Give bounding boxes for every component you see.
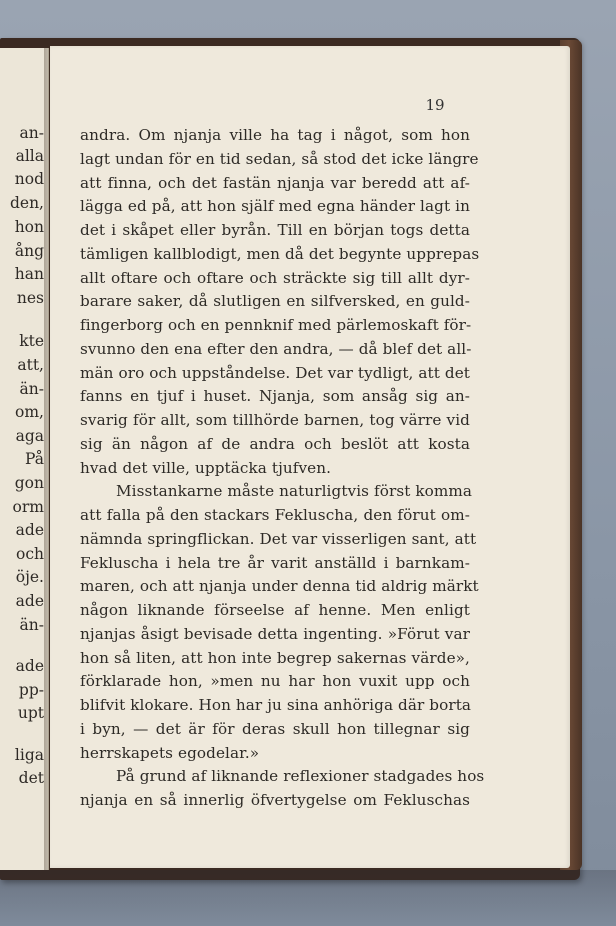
left-page-fragment: nes — [16, 289, 44, 307]
text-line: herrskapets egodelar.» — [80, 743, 260, 762]
text-line: allt oftare och oftare och sträckte sig till allt dyr- — [80, 268, 470, 287]
text-line: svarig för allt, som tillhörde barnen, tog värre vid — [80, 411, 470, 429]
left-page-fragment: den, — [9, 194, 44, 212]
text-line: det i skåpet eller byrån. Till en början togs detta — [80, 221, 470, 239]
text-line: svunno den ena efter den andra, — då blef det all- — [80, 339, 472, 358]
left-page-fragment: pp- — [18, 681, 44, 699]
text-line: nämnda springflickan. Det var visserligen sant, att — [80, 529, 477, 548]
left-page-fragment: orm — [12, 498, 44, 516]
text-line: hvad det ville, upptäcka tjufven. — [80, 458, 332, 477]
left-page-fragment: liga — [14, 746, 44, 764]
left-page-fragment: aga — [15, 427, 44, 445]
bottom-shadow — [0, 870, 616, 926]
text-line: hon så liten, att hon inte begrep sakernas värde», — [80, 648, 470, 667]
left-page-fragment: att, — [17, 356, 44, 374]
text-line: fanns en tjuf i huset. Njanja, som ansåg sig an- — [80, 387, 470, 406]
left-page-fragment: upt — [17, 704, 44, 722]
text-line: njanja en så innerlig öfvertygelse om Fekluschas — [80, 791, 470, 809]
text-line: tämligen kallblodigt, men då det begynte upprepas — [80, 244, 480, 263]
text-line: Fekluscha i hela tre år varit anställd i barnkam- — [80, 553, 470, 572]
text-line: njanjas åsigt bevisade detta ingenting. »Förut var — [80, 624, 470, 643]
text-line: i byn, — det är för deras skull hon tillegnar sig — [80, 719, 470, 738]
left-page-fragment: an- — [19, 124, 44, 142]
left-page-fragment: ång — [14, 242, 44, 260]
left-page-fragment: nod — [14, 170, 44, 188]
page-number: 19 — [425, 96, 445, 114]
left-page-fragment: öje. — [15, 568, 44, 586]
left-facing-page — [0, 48, 49, 870]
left-page-fragment: om, — [15, 403, 44, 421]
left-page-fragment: det — [18, 769, 44, 787]
text-line: barare saker, då slutligen en silfversked, en guld- — [80, 292, 470, 311]
text-line: män oro och uppståndelse. Det var tydligt, att det — [80, 363, 470, 382]
left-page-fragment: ade — [15, 592, 44, 610]
left-page-fragment: alla — [15, 147, 44, 165]
left-page-fragment: han — [14, 265, 44, 283]
text-line: fingerborg och en pennknif med pärlemoskaft för- — [80, 316, 472, 334]
text-line: att falla på den stackars Fekluscha, den förut om- — [80, 506, 470, 524]
text-line: Misstankarne måste naturligtvis först komma — [116, 482, 473, 501]
text-line: sig än någon af de andra och beslöt att kosta — [80, 434, 470, 453]
left-page-fragment: ade — [15, 521, 44, 539]
text-line: maren, och att njanja under denna tid aldrig märkt — [80, 577, 479, 596]
left-page-fragment: hon — [14, 218, 44, 236]
left-page-fragment: och — [16, 545, 44, 563]
left-page-fragment: ade — [15, 657, 44, 675]
text-line: lagt undan för en tid sedan, så stod det icke längre — [80, 149, 479, 168]
text-line: andra. Om njanja ville ha tag i något, som hon — [80, 126, 470, 144]
left-page-fragment: än- — [19, 380, 44, 398]
text-line: lägga ed på, att hon själf med egna händer lagt in — [80, 197, 470, 216]
text-line: På grund af liknande reflexioner stadgades hos — [116, 767, 485, 786]
text-line: någon liknande förseelse af henne. Men enligt — [80, 601, 470, 619]
left-page-fragment: än- — [19, 616, 44, 634]
text-line: förklarade hon, »men nu har hon vuxit upp och — [80, 672, 470, 691]
left-page-fragment: gon — [14, 474, 44, 492]
left-page-fragment: kte — [19, 332, 44, 350]
text-line: att finna, och det fastän njanja var beredd att af- — [80, 173, 470, 192]
text-line: blifvit klokare. Hon har ju sina anhöriga där borta — [80, 696, 472, 714]
left-page-fragment: På — [25, 450, 44, 468]
